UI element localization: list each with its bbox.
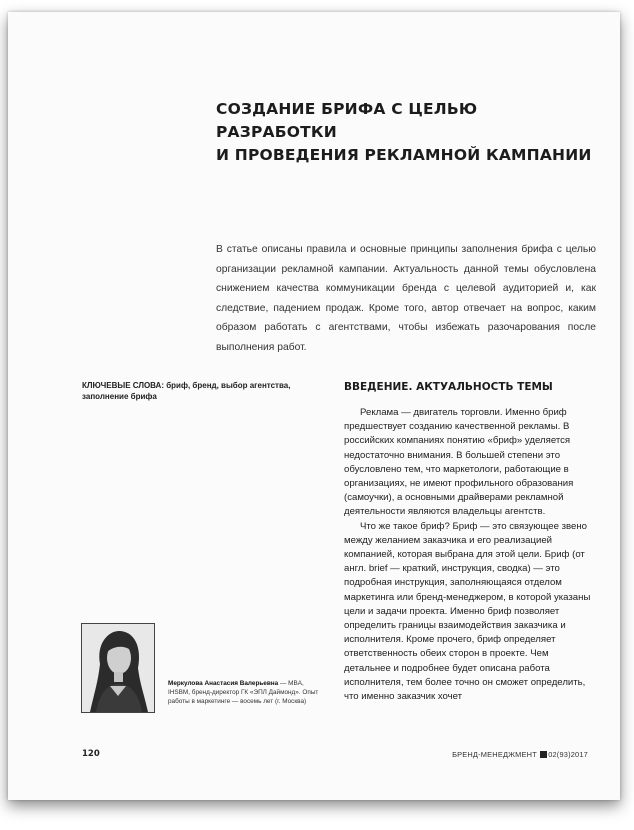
article-abstract: В статье описаны правила и основные принципы заполнения брифа с целью организации рекламной кампании. Актуальность данной темы обусловлена снижением качества коммуникации бренда с целевой аудиторией и, как следствие, падением продаж. Кроме того, автор отвечает на вопрос, каким образом работать с агентствами, чтобы избежать разочарования после выполнения работ. bbox=[216, 244, 596, 353]
author-name: Меркулова Анастасия Валерьевна bbox=[168, 680, 279, 687]
journal-page bbox=[8, 12, 620, 800]
square-bullet-icon bbox=[540, 751, 547, 758]
issue-number: 02(93)2017 bbox=[548, 750, 588, 759]
body-paragraph-1: Реклама — двигатель торговли. Именно бриф предшествует созданию качественной рекламы. В российских компаниях понятию «бриф» уделяется недостаточно внимания. В большей степени это обусловлено тем, что маркетологи, работающие в организациях, не имеют профильного образования (самоучки), а основными драйверами рекламной деятельности являются владельцы агентств. bbox=[344, 407, 574, 518]
body-paragraph-2: Что же такое бриф? Бриф — это связующее звено между желанием заказчика и его реализацией компанией, которая выбрана для этой цели. Бриф (от англ. brief — краткий, инструкция, сводка) — это подробная инструкция, заполняющаяся отделом маркетинга или бренд-менеджером, в которой указаны цели и задачи проекта. Именно бриф позволяет определить границы взаимодействия заказчика и исполнителя. Кроме прочего, бриф определяет ответственность обеих сторон в проекте. Чем детальнее и подробнее будет описана работа исполнителя, тем более точно он сможет определить, что именно заказчик хочет bbox=[344, 520, 591, 703]
journal-name: БРЕНД-МЕНЕДЖМЕНТ bbox=[452, 750, 537, 759]
article-title bbox=[216, 98, 596, 167]
author-caption bbox=[168, 679, 323, 706]
running-footer bbox=[452, 750, 588, 759]
author-portrait-image bbox=[82, 624, 154, 712]
article-body bbox=[344, 406, 596, 704]
author-bio: — MBA, IHSBM, бренд-директор ГК «ЭПЛ Даймонд». Опыт работы в маркетинге — восемь лет (г. Москва) bbox=[168, 680, 319, 705]
title-line-2: И ПРОВЕДЕНИЯ РЕКЛАМНОЙ КАМПАНИИ bbox=[216, 146, 592, 164]
page-number: 120 bbox=[82, 749, 100, 759]
title-line-1: СОЗДАНИЕ БРИФА С ЦЕЛЬЮ РАЗРАБОТКИ bbox=[216, 100, 478, 141]
section-heading: ВВЕДЕНИЕ. АКТУАЛЬНОСТЬ ТЕМЫ bbox=[344, 381, 553, 393]
keywords: КЛЮЧЕВЫЕ СЛОВА: бриф, бренд, выбор агентства, заполнение брифа bbox=[82, 381, 291, 401]
author-photo bbox=[81, 623, 155, 713]
